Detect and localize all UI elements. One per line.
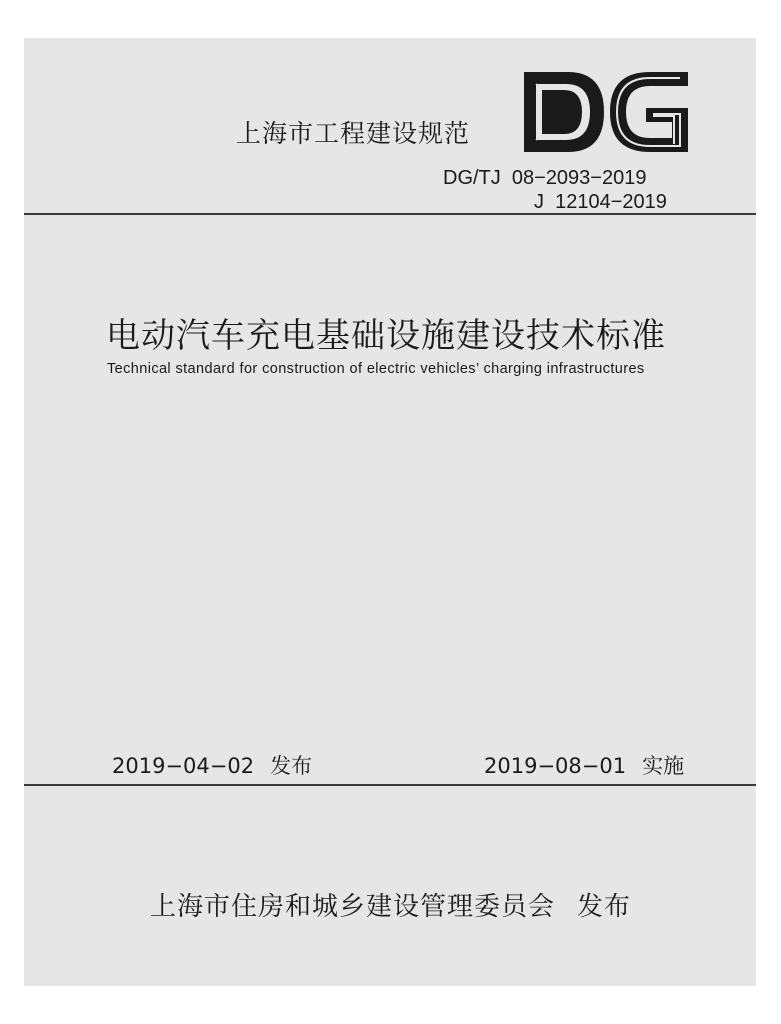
- dg-logo: [522, 70, 690, 154]
- issue-date: 2019−04−02: [112, 754, 255, 778]
- publish-label: 发布: [577, 892, 632, 922]
- implement-date-line: [484, 750, 684, 780]
- standard-code: DG/TJ 08−2093−2019: [443, 167, 647, 189]
- page-title: 电动汽车充电基础设施建设技术标准: [106, 316, 666, 356]
- issue-date-line: [112, 750, 312, 780]
- record-code: J 12104−2019: [534, 191, 667, 213]
- implement-date: 2019−08−01: [484, 754, 627, 778]
- implement-label: 实施: [642, 754, 685, 778]
- top-divider: [24, 213, 756, 215]
- publisher-line: [150, 886, 631, 923]
- issue-label: 发布: [270, 754, 313, 778]
- page-subtitle-english: Technical standard for construction of electric vehicles’ charging infrastructures: [107, 361, 645, 377]
- publisher-name: 上海市住房和城乡建设管理委员会: [150, 892, 556, 922]
- series-name: 上海市工程建设规范: [236, 119, 471, 148]
- bottom-divider: [24, 784, 756, 786]
